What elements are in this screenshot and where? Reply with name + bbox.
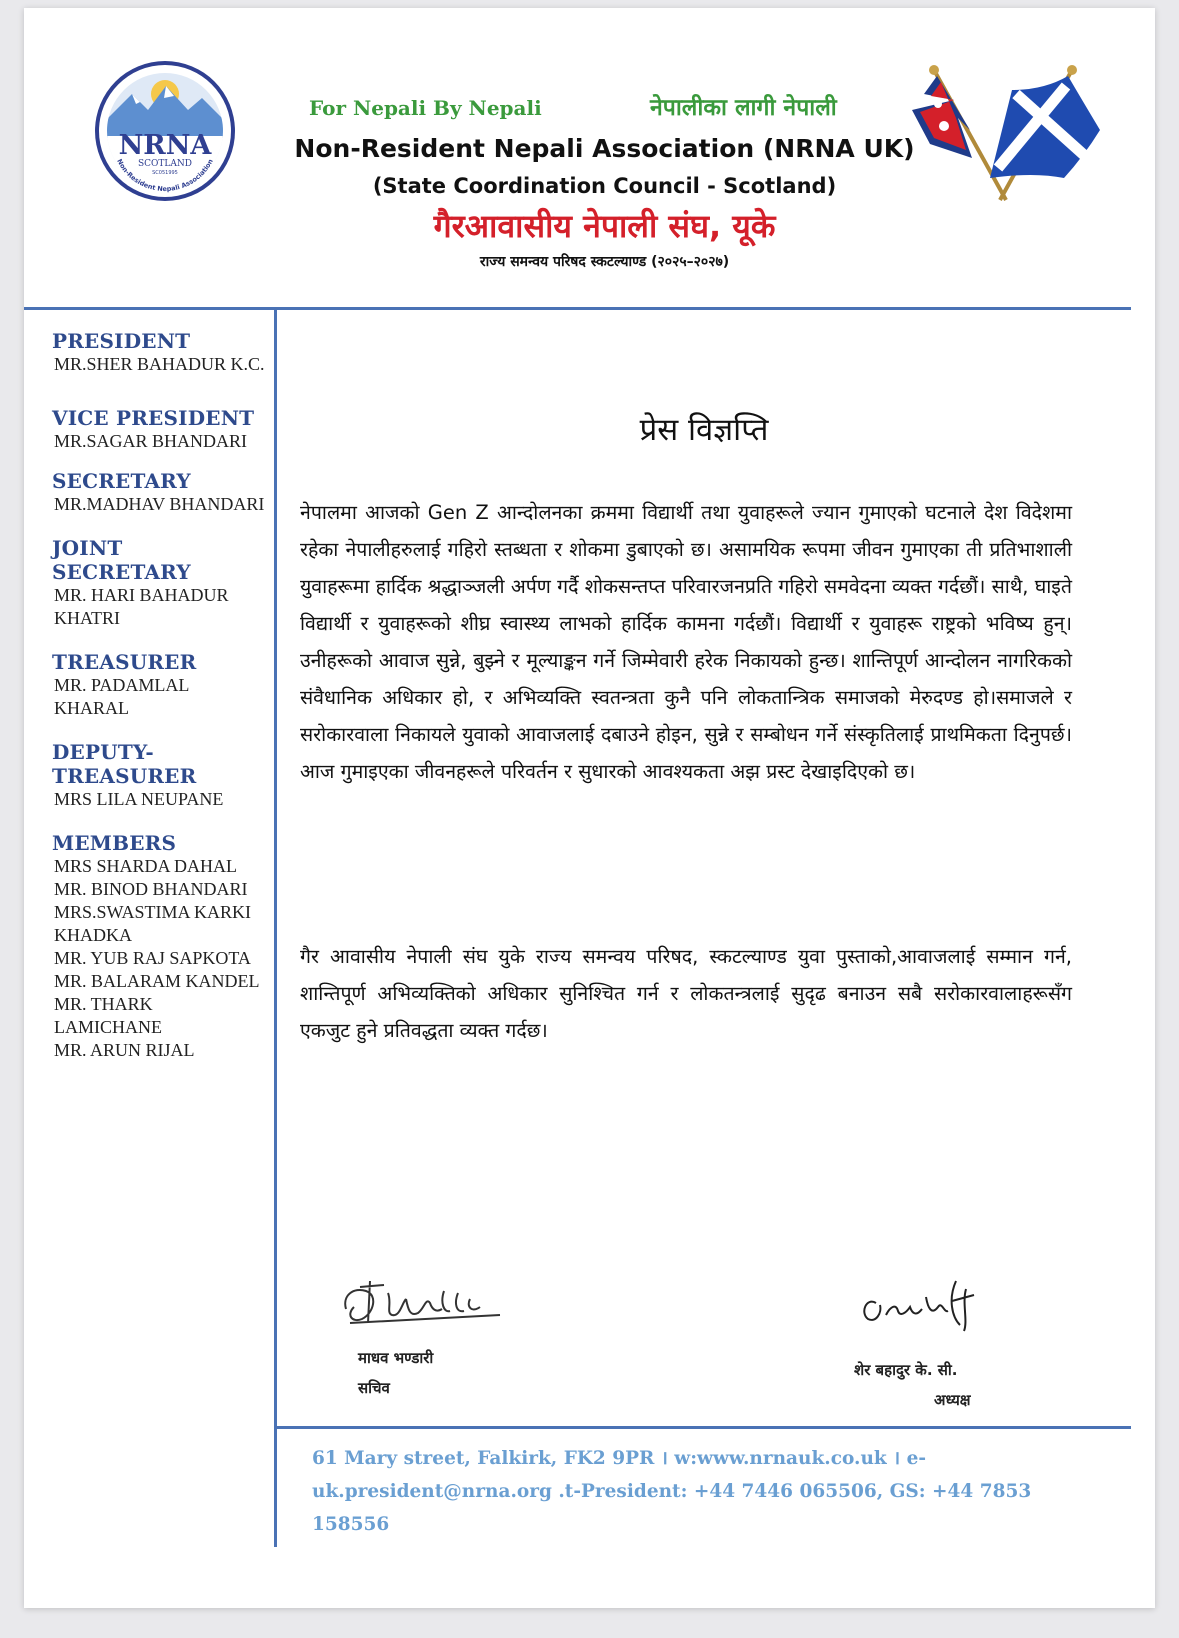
press-release-heading: प्रेस विज्ञप्ति [639,412,769,448]
member-name: MRS SHARDA DAHAL [54,856,238,876]
president-signature-icon [856,1273,986,1341]
svg-text:NRNA: NRNA [118,130,212,161]
member-name: LAMICHANE [54,1017,162,1037]
tagline-english: For Nepali By Nepali [309,96,542,120]
svg-text:SC051995: SC051995 [152,170,178,176]
member-name: KHARAL [54,698,129,718]
role-title: PRESIDENT [52,329,191,353]
president-name: शेर बहादुर के. सी. [854,1361,958,1379]
footer-contact [312,1442,1072,1541]
member-name: MR.SHER BAHADUR K.C. [54,354,265,374]
role-title: JOINT SECRETARY [52,536,191,584]
president-title: अध्यक्ष [934,1391,971,1409]
role-president [52,329,267,376]
member-name: MR. BALARAM KANDEL [54,971,260,991]
organization-title: Non-Resident Nepali Association (NRNA UK) [294,134,915,163]
member-name: MR.MADHAV BHANDARI [54,494,265,514]
press-release-paragraph-1: नेपालमा आजको Gen Z आन्दोलनका क्रममा विद्यार्थी तथा युवाहरूले ज्यान गुमाएको घटनाले देश विदेशमा रहेका नेपालीहरुलाई गहिरो स्तब्धता र शोकमा डुबाएको छ। असामयिक रूपमा जीवन गुमाएका ती प्रतिभाशाली युवाहरूमा हार्दिक श्रद्धाञ्जली अर्पण गर्दै शोकसन्तप्त परिवारजनप्रति गहिरो समवेदना व्यक्त गर्दछौं। साथै, घाइते विद्यार्थी र युवाहरूको शीघ्र स्वास्थ्य लाभको हार्दिक कामना गर्दछौं। विद्यार्थी र युवाहरू राष्ट्रको भविष्य हुन्। उनीहरूको आवाज सुन्ने, बुझ्ने र मूल्याङ्कन गर्ने जिम्मेवारी हरेक निकायको हुन्छ। शान्तिपूर्ण आन्दोलन नागरिकको संवैधानिक अधिकार हो, र अभिव्यक्ति स्वतन्त्रता कुनै पनि लोकतान्त्रिक समाजको मेरुदण्ड हो।समाजले र सरोकारवाला निकायले युवाको आवाजलाई दबाउने होइन, सुन्ने र सम्बोधन गर्ने संस्कृतिलाई प्राथमिकता दिनुपर्छ। आज गुमाइएका जीवनहरूले परिवर्तन र सुधारको आवश्यकता अझ प्रस्ट देखाइदिएको छ। [300,501,1072,783]
role-title: DEPUTY-TREASURER [52,740,197,788]
secretary-title: सचिव [358,1379,390,1397]
member-name: MR. BINOD BHANDARI [54,879,248,899]
member-name: MR. YUB RAJ SAPKOTA [54,948,251,968]
sidebar-divider [274,307,277,1547]
member-name: MR. HARI BAHADUR [54,585,229,605]
svg-text:Non-Resident Nepali Associatio: Non-Resident Nepali Association [115,157,215,194]
role-secretary [52,469,267,516]
secretary-signature-icon [340,1273,510,1333]
header-divider [24,307,1131,310]
role-deputy-treasurer [52,740,267,811]
letterhead-page [24,8,1155,1608]
role-members [52,831,267,1062]
member-name: MR.SAGAR BHANDARI [54,431,248,451]
member-name: MR. ARUN RIJAL [54,1040,195,1060]
organization-title-nepali: गैरआवासीय नेपाली संघ, यूके [433,207,776,245]
organization-subtitle: (State Coordination Council - Scotland) [372,174,837,198]
svg-text:SCOTLAND: SCOTLAND [138,159,192,169]
role-treasurer [52,650,267,720]
role-title: SECRETARY [52,469,191,493]
member-name: MR. THARK [54,994,153,1014]
role-title: MEMBERS [52,831,177,855]
role-title: TREASURER [52,650,197,674]
member-name: KHATRI [54,608,120,628]
organization-subtitle-nepali: राज्य समन्वय परिषद स्कटल्याण्ड (२०२५–२०२७) [479,254,730,270]
role-vice-president [52,406,267,453]
role-title: VICE PRESIDENT [52,406,255,430]
tagline-nepali: नेपालीका लागी नेपाली [650,95,837,121]
press-release-paragraph-2: गैर आवासीय नेपाली संघ युके राज्य समन्वय परिषद, स्कटल्याण्ड युवा पुस्ताको,आवाजलाई सम्मान गर्न, शान्तिपूर्ण अभिव्यक्तिको अधिकार सुनिश्चित गर्न र लोकतन्त्रलाई सुदृढ बनाउन सबै सरोकारवालाहरूसँग एकजुट हुने प्रतिवद्धता व्यक्त गर्दछ। [300,945,1072,1042]
secretary-name: माधव भण्डारी [358,1349,434,1367]
nepal-scotland-flags-icon [894,60,1112,205]
footer-contact-line: uk.president@nrna.org .t-President: +44 7446 065506, GS: +44 7853 158556 [312,1481,1032,1535]
footer-address-line: 61 Mary street, Falkirk, FK2 9PR । w:www.nrnauk.co.uk । e- [312,1448,927,1469]
member-name: KHADKA [54,925,132,945]
member-name: MRS LILA NEUPANE [54,789,224,809]
member-name: MRS.SWASTIMA KARKI [54,902,252,922]
role-joint-secretary [52,536,267,630]
member-name: MR. PADAMLAL [54,675,190,695]
committee-sidebar [52,329,267,1082]
footer-divider [277,1426,1131,1429]
